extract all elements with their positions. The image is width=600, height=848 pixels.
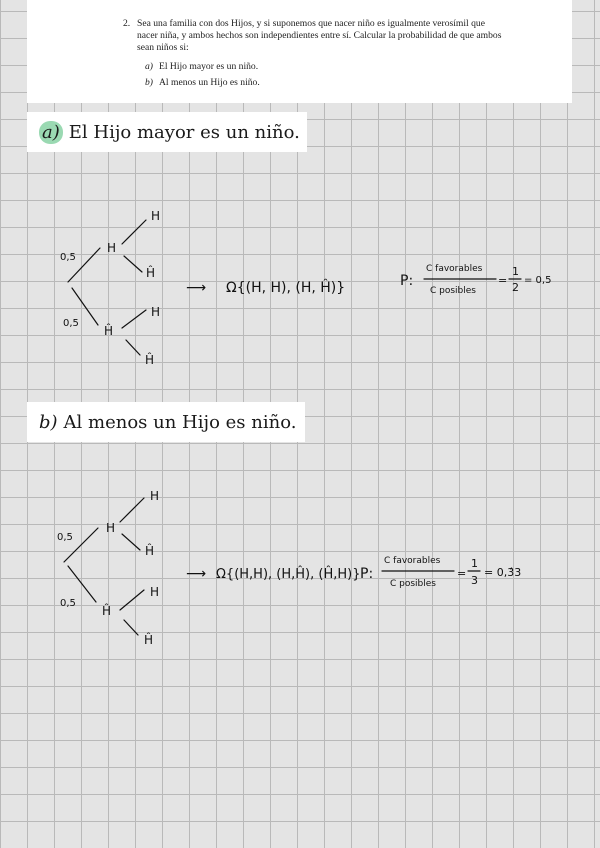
leaf-upper-upper: H	[151, 209, 161, 223]
tree-branch	[120, 590, 144, 610]
tree-branch	[126, 340, 140, 355]
tree-branch	[122, 220, 146, 244]
leaf-upper-upper: H	[150, 489, 160, 503]
leaf-upper-lower: Ĥ	[146, 266, 156, 280]
arrow: ⟶	[186, 280, 207, 296]
problem-body: Sea una familia con dos Hijos, y si suponemos que nacer niño es igualmente verosímil que nacer niña, y ambos hechos son independientes entre sí. Calcular la probabilidad de que ambos sean niños si:	[137, 18, 502, 53]
part-b-solution	[0, 460, 600, 660]
option-a	[145, 61, 572, 73]
arrow: ⟶	[186, 566, 207, 582]
problem-statement	[123, 18, 572, 54]
node-first-upper: H	[106, 521, 116, 535]
result-value: = 0,5	[524, 275, 552, 286]
equals-sign: =	[498, 274, 508, 287]
branch-prob-top: 0,5	[57, 532, 73, 543]
tree-branch	[68, 566, 96, 602]
part-b-key: b)	[39, 411, 58, 433]
result-numerator: 1	[512, 265, 519, 278]
part-a-heading	[27, 112, 307, 152]
result-numerator: 1	[471, 557, 478, 570]
problem-options	[123, 61, 572, 89]
fraction-denominator: C posibles	[430, 286, 476, 296]
fraction-numerator: C favorables	[426, 264, 483, 274]
part-a-key: a)	[39, 121, 63, 144]
p-label: P:	[400, 273, 414, 289]
p-label: P:	[360, 566, 374, 582]
branch-prob-bottom: 0,5	[63, 318, 79, 329]
tree-branch	[122, 310, 146, 328]
probability-tree-b	[57, 489, 159, 647]
part-a-title: El Hijo mayor es un niño.	[68, 121, 300, 143]
leaf-lower-lower: Ĥ	[144, 633, 154, 647]
fraction-denominator: C posibles	[390, 579, 436, 589]
tree-branch	[122, 534, 140, 550]
node-first-upper: H	[107, 241, 117, 255]
tree-branch	[124, 620, 138, 635]
part-b-title: Al menos un Hijo es niño.	[63, 411, 297, 433]
result-denominator: 3	[471, 574, 478, 587]
problem-number: 2.	[123, 18, 131, 29]
tree-branch	[120, 498, 144, 522]
part-b-heading	[27, 402, 305, 442]
option-text: El Hijo mayor es un niño.	[159, 61, 259, 72]
option-key: b)	[145, 77, 153, 88]
option-key: a)	[145, 61, 153, 72]
result-denominator: 2	[512, 281, 519, 294]
leaf-lower-upper: H	[151, 305, 161, 319]
leaf-upper-lower: Ĥ	[145, 544, 155, 558]
result-value: = 0,3̂3	[484, 566, 522, 579]
probability-tree-a	[60, 209, 160, 367]
leaf-lower-upper: H	[150, 585, 160, 599]
option-b	[145, 77, 572, 89]
leaf-lower-lower: Ĥ	[145, 353, 155, 367]
branch-prob-top: 0,5	[60, 252, 76, 263]
node-first-lower: Ĥ	[102, 604, 112, 618]
sample-space: Ω{(H,H), (H,Ĥ), (Ĥ,H)}	[216, 567, 361, 582]
node-first-lower: Ĥ	[104, 324, 114, 338]
branch-prob-bottom: 0,5	[60, 598, 76, 609]
fraction-numerator: C favorables	[384, 556, 441, 566]
option-text: Al menos un Hijo es niño.	[159, 77, 260, 88]
tree-branch	[124, 256, 142, 272]
problem-card	[27, 0, 572, 103]
part-a-solution	[0, 180, 600, 380]
sample-space: Ω{(H, H), (H, Ĥ)}	[226, 280, 346, 296]
equals-sign: =	[457, 567, 467, 580]
